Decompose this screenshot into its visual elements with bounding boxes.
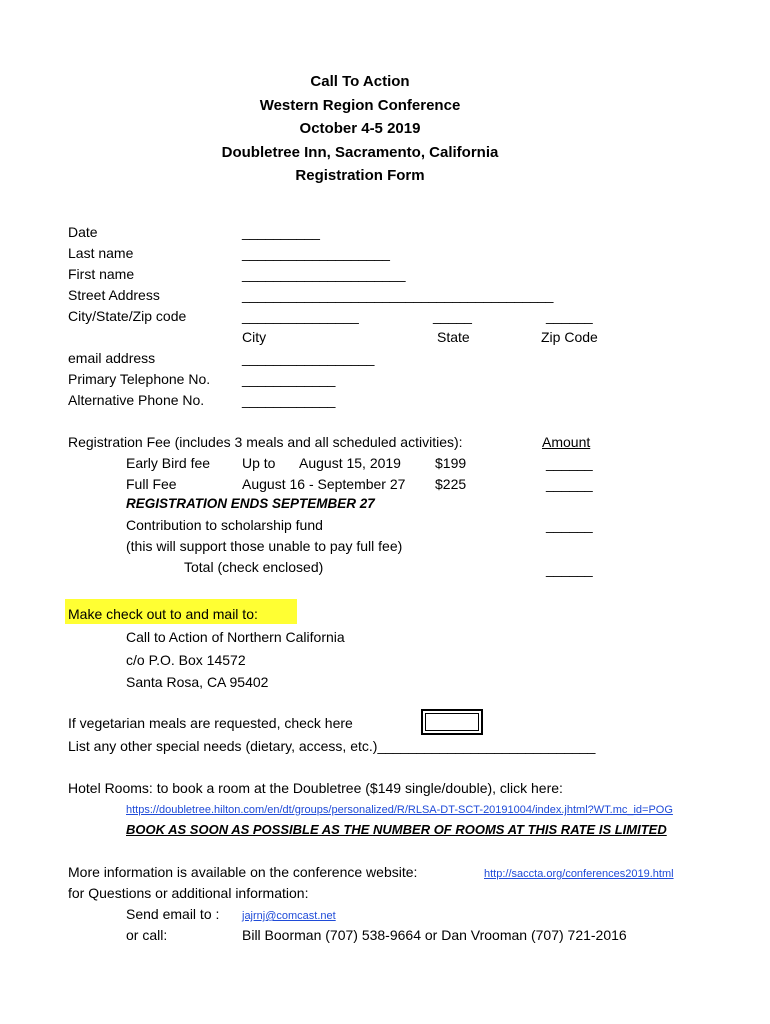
early-bird-label: Early Bird fee [126, 455, 211, 471]
full-fee-dates: August 16 - September 27 [242, 476, 406, 492]
more-info-text: More information is available on the conference website: [68, 864, 418, 880]
send-email-label: Send email to : [126, 906, 220, 922]
phone-field[interactable]: ____________ [242, 371, 336, 387]
early-bird-price: $199 [435, 455, 467, 471]
conference-website-link[interactable]: http://saccta.org/conferences2019.html [484, 868, 674, 880]
questions-text: for Questions or additional information: [68, 885, 309, 901]
title-line-2: Western Region Conference [259, 97, 461, 114]
hotel-text: Hotel Rooms: to book a room at the Doubletree ($149 single/double), click here: [68, 780, 563, 796]
total-amount-field[interactable]: ______ [546, 561, 593, 577]
zip-field[interactable]: ______ [546, 308, 593, 324]
first-name-label: First name [68, 266, 135, 282]
phone-label: Primary Telephone No. [68, 371, 211, 387]
booking-warning: BOOK AS SOON AS POSSIBLE AS THE NUMBER OF ROOMS AT THIS RATE IS LIMITED [126, 822, 667, 837]
contribution-amount-field[interactable]: ______ [546, 517, 593, 533]
early-bird-upto: Up to [242, 455, 276, 471]
first-name-field[interactable]: _____________________ [242, 266, 406, 282]
mail-address-line-3: Santa Rosa, CA 95402 [126, 674, 269, 690]
title-line-5: Registration Form [295, 167, 425, 184]
street-field[interactable]: ________________________________________ [242, 287, 554, 303]
date-label: Date [68, 224, 98, 240]
state-caption: State [437, 329, 470, 345]
contact-email-link[interactable]: jajrnj@comcast.net [242, 910, 336, 922]
full-fee-label: Full Fee [126, 476, 177, 492]
title-line-1: Call To Action [310, 73, 410, 90]
contribution-note: (this will support those unable to pay full fee) [126, 538, 403, 554]
registration-ends-notice: REGISTRATION ENDS SEPTEMBER 27 [126, 496, 375, 511]
zip-caption: Zip Code [541, 329, 598, 345]
last-name-field[interactable]: ___________________ [242, 245, 390, 261]
contact-phones: Bill Boorman (707) 538-9664 or Dan Vrooman (707) 721-2016 [242, 927, 627, 943]
title-line-3: October 4-5 2019 [299, 120, 421, 137]
email-field[interactable]: _________________ [242, 350, 375, 366]
amount-heading: Amount [542, 434, 591, 450]
city-state-zip-label: City/State/Zip code [68, 308, 187, 324]
fee-heading: Registration Fee (includes 3 meals and all scheduled activities): [68, 434, 463, 450]
hotel-booking-link[interactable]: https://doubletree.hilton.com/en/dt/groups/personalized/R/RLSA-DT-SCT-20191004/index.jhtml?WT.mc_id=POG [126, 804, 673, 816]
vegetarian-checkbox[interactable] [421, 709, 483, 735]
early-bird-amount-field[interactable]: ______ [546, 455, 593, 471]
street-label: Street Address [68, 287, 160, 303]
special-needs-line[interactable]: List any other special needs (dietary, access, etc.)____________________________ [68, 738, 596, 754]
title-line-4: Doubletree Inn, Sacramento, California [221, 144, 499, 161]
alt-phone-field[interactable]: ____________ [242, 392, 336, 408]
alt-phone-label: Alternative Phone No. [68, 392, 205, 408]
mail-label: Make check out to and mail to: [68, 606, 258, 622]
or-call-label: or call: [126, 927, 168, 943]
city-field[interactable]: _______________ [242, 308, 359, 324]
full-fee-amount-field[interactable]: ______ [546, 476, 593, 492]
contribution-label: Contribution to scholarship fund [126, 517, 323, 533]
full-fee-price: $225 [435, 476, 467, 492]
early-bird-date: August 15, 2019 [299, 455, 401, 471]
vegetarian-label: If vegetarian meals are requested, check here [68, 715, 353, 731]
total-label: Total (check enclosed) [184, 559, 324, 575]
email-label: email address [68, 350, 156, 366]
last-name-label: Last name [68, 245, 134, 261]
state-field[interactable]: _____ [433, 308, 472, 324]
mail-address-line-1: Call to Action of Northern California [126, 629, 345, 645]
date-field[interactable]: __________ [242, 224, 320, 240]
mail-address-line-2: c/o P.O. Box 14572 [126, 652, 246, 668]
city-caption: City [242, 329, 267, 345]
